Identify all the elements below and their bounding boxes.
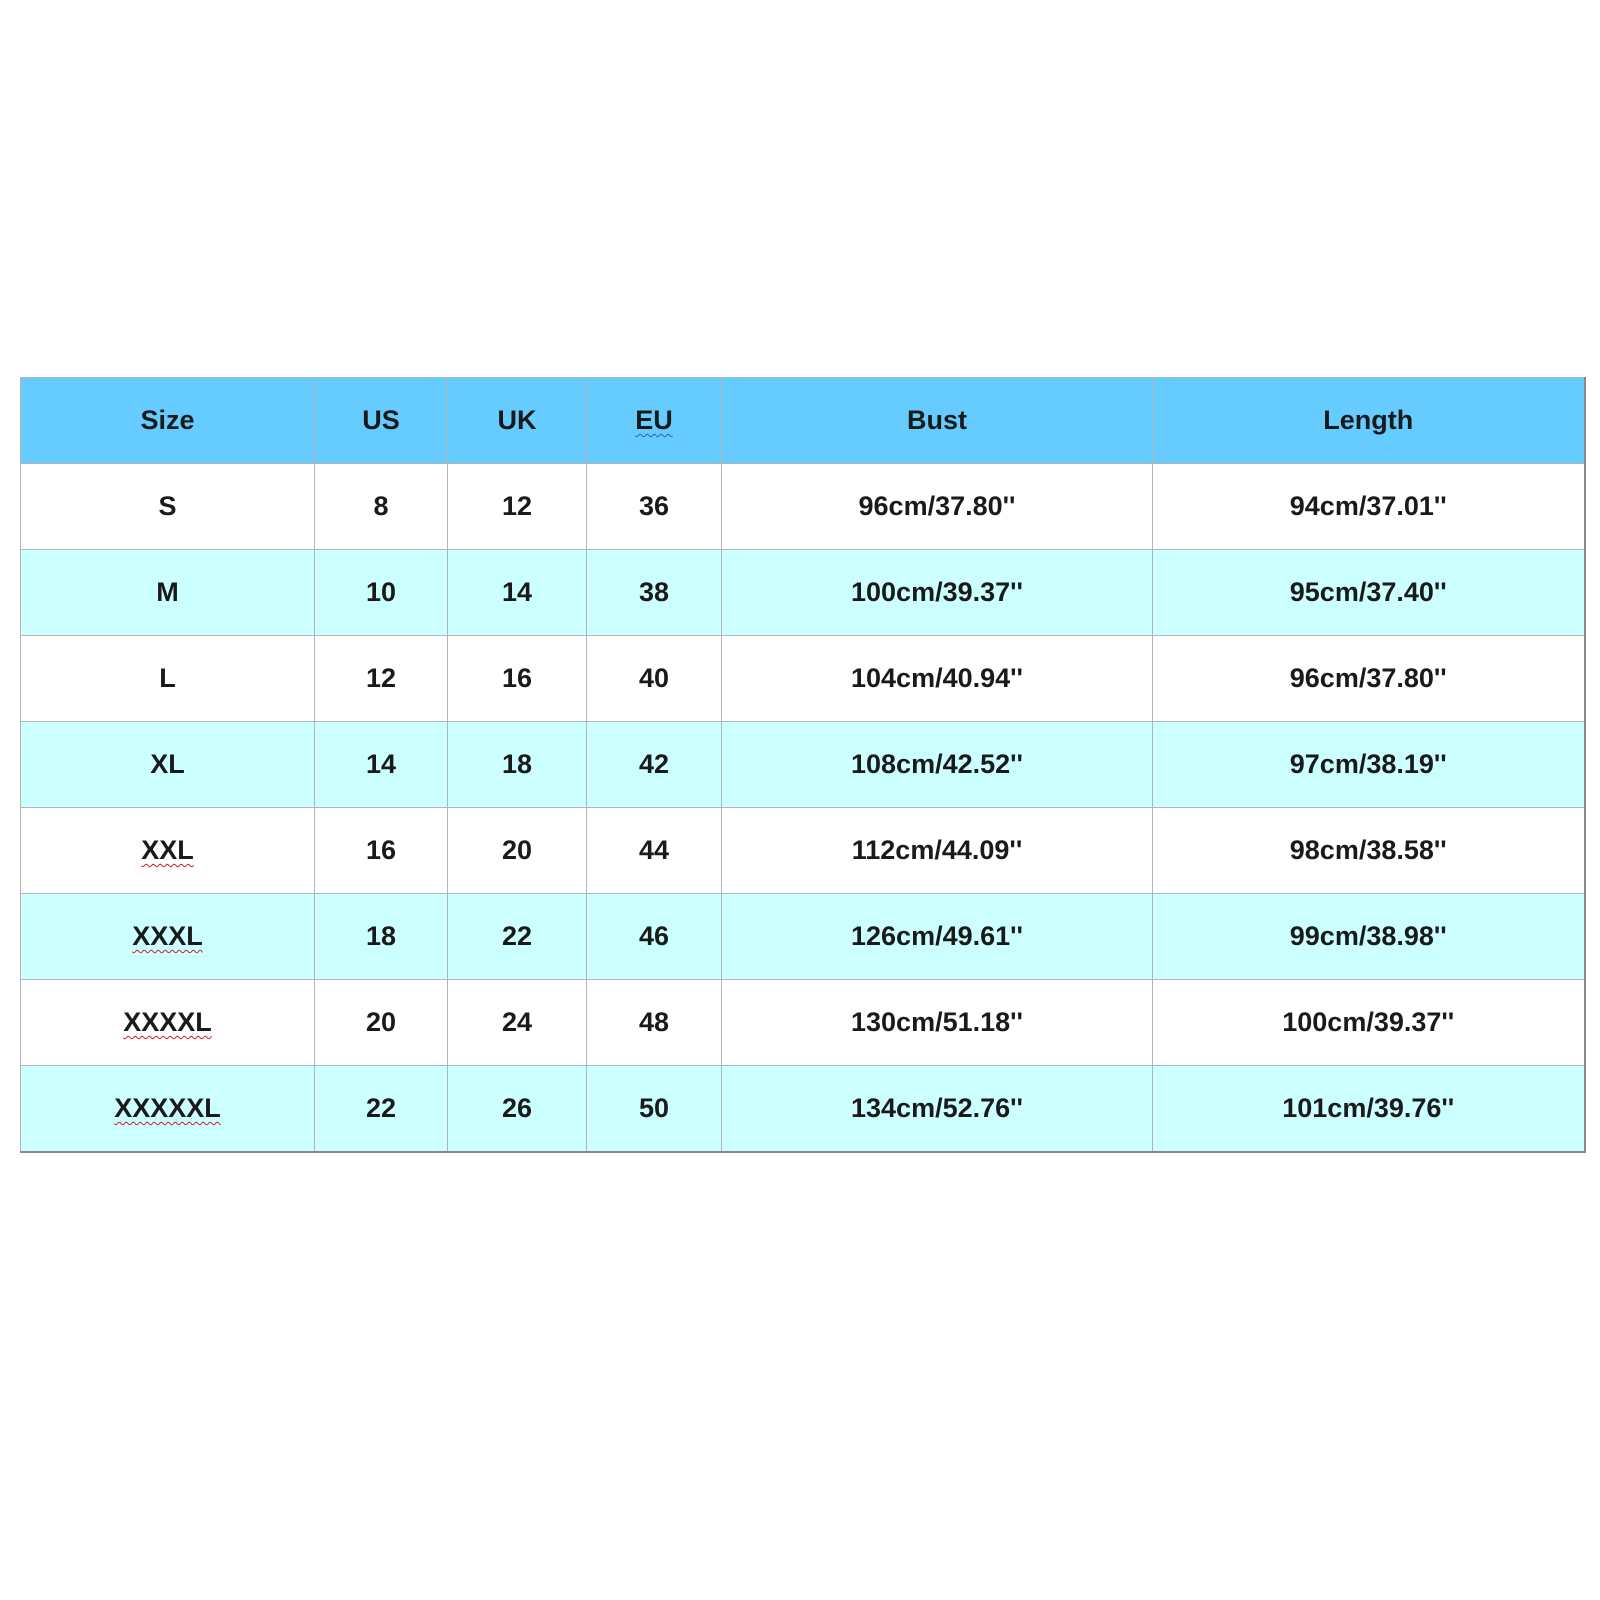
header-row <box>21 378 1585 464</box>
cell-us: 22 <box>315 1066 448 1152</box>
cell-size-label: XXXL <box>132 921 203 951</box>
cell-uk: 14 <box>448 550 587 636</box>
cell-size <box>21 980 315 1066</box>
cell-bust: 126cm/49.61'' <box>722 894 1153 980</box>
cell-size: M <box>21 550 315 636</box>
cell-bust: 112cm/44.09'' <box>722 808 1153 894</box>
cell-us: 10 <box>315 550 448 636</box>
cell-us: 8 <box>315 464 448 550</box>
cell-length: 96cm/37.80'' <box>1153 636 1585 722</box>
cell-eu: 42 <box>587 722 722 808</box>
cell-bust: 100cm/39.37'' <box>722 550 1153 636</box>
cell-uk: 24 <box>448 980 587 1066</box>
cell-length: 100cm/39.37'' <box>1153 980 1585 1066</box>
cell-uk: 18 <box>448 722 587 808</box>
cell-length: 99cm/38.98'' <box>1153 894 1585 980</box>
header-uk: UK <box>448 378 587 464</box>
table-row <box>21 464 1585 550</box>
cell-uk: 12 <box>448 464 587 550</box>
header-eu <box>587 378 722 464</box>
table-row <box>21 808 1585 894</box>
cell-bust: 108cm/42.52'' <box>722 722 1153 808</box>
cell-bust: 130cm/51.18'' <box>722 980 1153 1066</box>
size-chart-table <box>20 377 1586 1153</box>
table-row <box>21 1066 1585 1152</box>
header-eu-label: EU <box>635 405 673 435</box>
cell-size-label: XXXXXL <box>114 1092 221 1123</box>
table-row <box>21 722 1585 808</box>
cell-eu: 44 <box>587 808 722 894</box>
cell-bust: 96cm/37.80'' <box>722 464 1153 550</box>
cell-us: 20 <box>315 980 448 1066</box>
header-size: Size <box>21 378 315 464</box>
cell-eu: 46 <box>587 894 722 980</box>
header-length: Length <box>1153 378 1585 464</box>
table-row <box>21 894 1585 980</box>
cell-size <box>21 894 315 980</box>
cell-eu: 36 <box>587 464 722 550</box>
cell-length: 98cm/38.58'' <box>1153 808 1585 894</box>
table-header <box>21 378 1585 464</box>
cell-size-label: XXXXL <box>123 1007 212 1037</box>
cell-size: S <box>21 464 315 550</box>
cell-eu: 48 <box>587 980 722 1066</box>
cell-bust: 134cm/52.76'' <box>722 1066 1153 1152</box>
cell-size: XL <box>21 722 315 808</box>
cell-size <box>21 1066 315 1152</box>
cell-eu: 38 <box>587 550 722 636</box>
table-body <box>21 464 1585 1152</box>
table-row <box>21 550 1585 636</box>
cell-eu: 40 <box>587 636 722 722</box>
header-bust: Bust <box>722 378 1153 464</box>
cell-uk: 16 <box>448 636 587 722</box>
cell-length: 101cm/39.76'' <box>1153 1066 1585 1152</box>
cell-uk: 20 <box>448 808 587 894</box>
table-row <box>21 980 1585 1066</box>
cell-uk: 26 <box>448 1066 587 1152</box>
cell-eu: 50 <box>587 1066 722 1152</box>
cell-uk: 22 <box>448 894 587 980</box>
cell-size: L <box>21 636 315 722</box>
cell-length: 97cm/38.19'' <box>1153 722 1585 808</box>
cell-us: 14 <box>315 722 448 808</box>
cell-us: 16 <box>315 808 448 894</box>
cell-us: 12 <box>315 636 448 722</box>
header-us: US <box>315 378 448 464</box>
cell-us: 18 <box>315 894 448 980</box>
cell-length: 94cm/37.01'' <box>1153 464 1585 550</box>
table-row <box>21 636 1585 722</box>
cell-size-label: XXL <box>141 835 194 865</box>
cell-size <box>21 808 315 894</box>
cell-length: 95cm/37.40'' <box>1153 550 1585 636</box>
cell-bust: 104cm/40.94'' <box>722 636 1153 722</box>
